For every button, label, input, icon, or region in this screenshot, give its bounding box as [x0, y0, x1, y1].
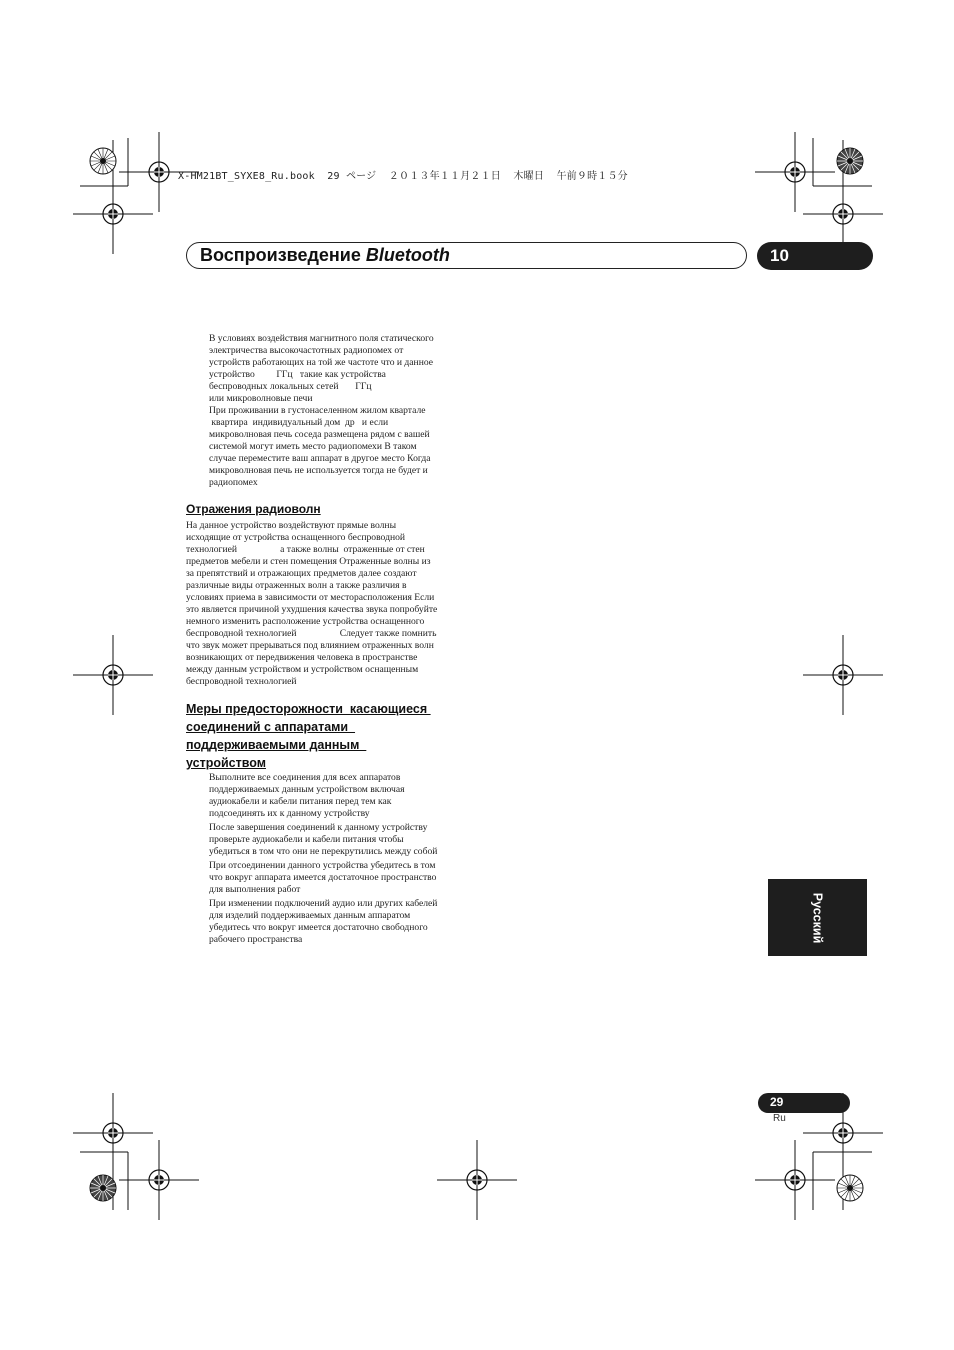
- page-number: 29: [770, 1095, 784, 1109]
- book-info-line: X-HM21BT_SYXE8_Ru.book 29 ページ ２０１３年１１月２１日 木曜日 午前９時１５分: [178, 171, 628, 182]
- text-line: это является причиной ухудшения качества звука попробуйте: [186, 604, 438, 615]
- heading-line: поддерживаемыми данным: [186, 738, 367, 752]
- subheading-radio-reflections: Отражения радиоволн: [186, 502, 321, 516]
- language-tab-text: Русский: [810, 892, 825, 943]
- text-line: На данное устройство воздействуют прямые волны: [186, 520, 397, 531]
- text-line: При проживании в густонаселенном жилом квартале: [209, 405, 426, 416]
- text-line: проверьте аудиокабели и кабели питания чтобы: [209, 834, 404, 845]
- text-line: между данным устройством и устройством оснащенным: [186, 664, 419, 675]
- text-line: различные виды отраженных волн а также различия в: [186, 580, 407, 591]
- text-line: При изменении подключений аудио или других кабелей: [209, 898, 438, 909]
- text-line: немного изменить расположение устройства оснащенного: [186, 616, 425, 627]
- text-line: После завершения соединений к данному устройству: [209, 822, 428, 833]
- text-line: микроволновая печь соседа размещена рядом с вашей: [209, 429, 430, 440]
- text-line: или микроволновые печи: [209, 393, 313, 404]
- text-line: подсоединять их к данному устройству: [209, 808, 370, 819]
- text-line: радиопомех: [209, 477, 258, 488]
- text-line: убедиться в том что они не перекрутились между собой: [209, 846, 438, 857]
- interference-paragraphs: [209, 333, 469, 489]
- text-line: устройств работающих на той же частоте что и данное: [209, 357, 434, 368]
- text-line: убедитесь что вокруг имеется достаточно свободного: [209, 922, 428, 933]
- list-item: [209, 898, 479, 946]
- text-line: беспроводных локальных сетей ГГц: [209, 381, 372, 392]
- section-heading-connection-precautions: [186, 700, 431, 772]
- connection-precautions-list: [209, 772, 479, 946]
- list-item: [209, 860, 479, 896]
- text-line: устройство ГГц такие как устройства: [209, 369, 386, 380]
- language-tab-label: [768, 879, 867, 956]
- text-line: случае переместите ваш аппарат в другое место Когда: [209, 453, 431, 464]
- list-item: [209, 772, 479, 820]
- text-line: условиях приема в зависимости от месторасположения Если: [186, 592, 435, 603]
- text-line: рабочего пространства: [209, 934, 303, 945]
- text-line: поддерживаемых данным устройством включая: [209, 784, 405, 795]
- heading-line: Меры предосторожности касающиеся: [186, 702, 431, 716]
- text-line: для изделий поддерживаемых данным аппаратом: [209, 910, 411, 921]
- text-line: за препятствий и отражающих предметов далее создают: [186, 568, 417, 579]
- text-line: беспроводной технологией: [186, 676, 297, 687]
- text-line: микроволновая печь не используется тогда не будет и: [209, 465, 428, 476]
- text-line: При отсоединении данного устройства убедитесь в том: [209, 860, 436, 871]
- text-line: что звук может прерываться под влиянием отраженных волн: [186, 640, 434, 651]
- text-line: аудиокабели и кабели питания перед тем как: [209, 796, 392, 807]
- text-line: предметов мебели и стен помещения Отраженные волны из: [186, 556, 431, 567]
- text-line: для выполнения работ: [209, 884, 301, 895]
- text-line: технологией а также волны отраженные от стен: [186, 544, 425, 555]
- text-line: исходящие от устройства оснащенного беспроводной: [186, 532, 406, 543]
- chapter-title-plain: Воспроизведение: [200, 245, 366, 265]
- page-language-code: Ru: [773, 1113, 786, 1124]
- chapter-title: [200, 245, 450, 266]
- text-line: квартира индивидуальный дом др и если: [209, 417, 389, 428]
- chapter-title-italic: Bluetooth: [365, 245, 450, 265]
- text-line: Выполните все соединения для всех аппаратов: [209, 772, 401, 783]
- heading-line: соединений с аппаратами: [186, 720, 356, 734]
- chapter-number: 10: [770, 246, 789, 265]
- reflections-paragraph: [186, 520, 471, 688]
- text-line: беспроводной технологией Следует также помнить: [186, 628, 437, 639]
- heading-line: устройством: [186, 756, 266, 770]
- text-line: системой могут иметь место радиопомехи В таком: [209, 441, 417, 452]
- text-line: что вокруг аппарата имеется достаточное пространство: [209, 872, 437, 883]
- text-line: В условиях воздействия магнитного поля статического: [209, 333, 434, 344]
- list-item: [209, 822, 479, 858]
- text-line: электричества высокочастотных радиопомех от: [209, 345, 404, 356]
- text-line: возникающих от передвижения человека в пространстве: [186, 652, 418, 663]
